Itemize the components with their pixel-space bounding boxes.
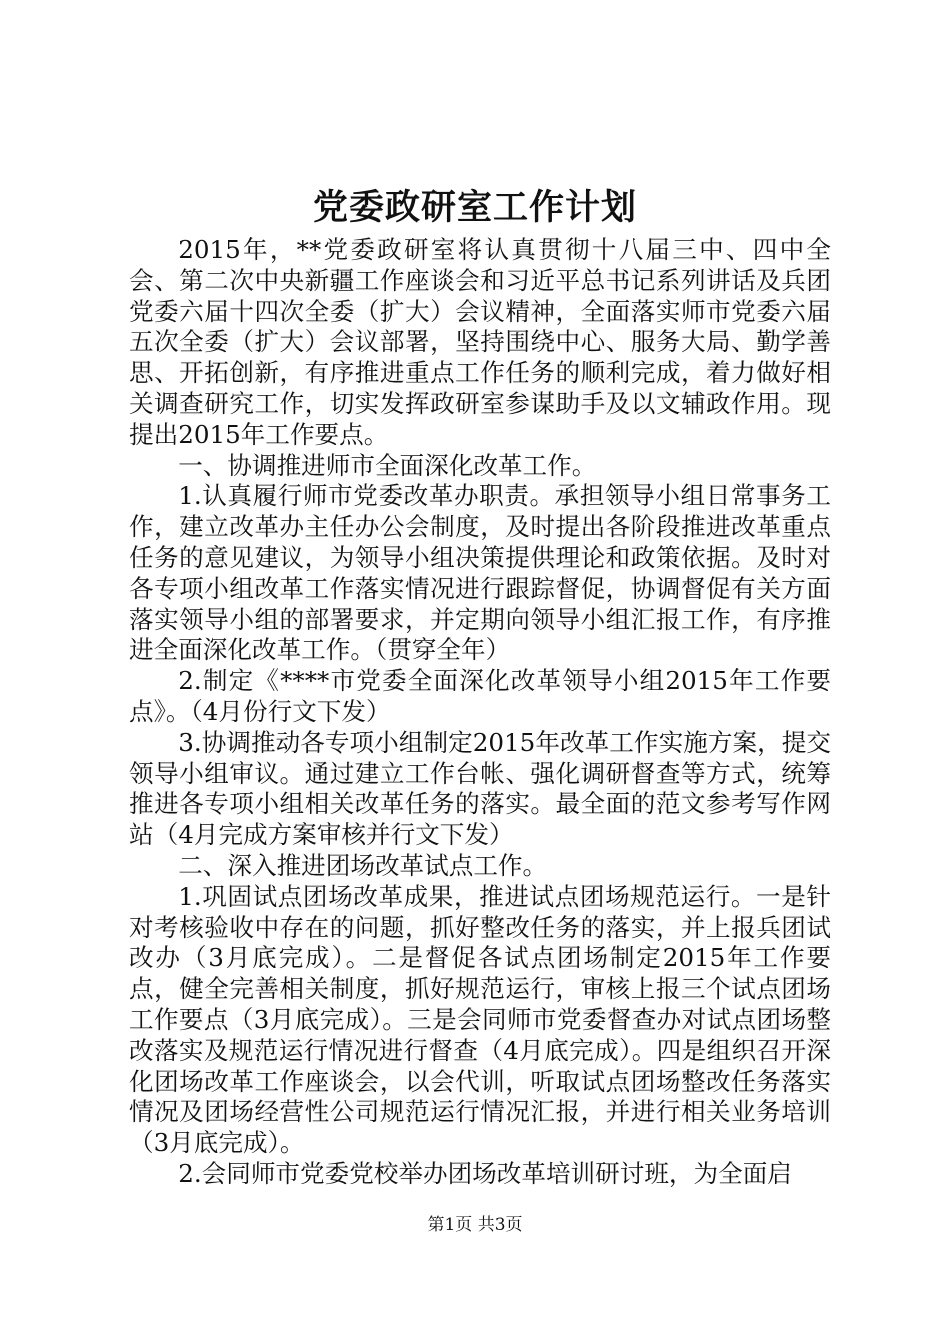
section-1-item-1: 1.认真履行师市党委改革办职责。承担领导小组日常事务工作，建立改革办主任办公会制度，及时提出各阶段推进改革重点任务的意见建议，为领导小组决策提供理论和政策依据。及时对各专项小组改革工作落实情况进行跟踪督促，协调督促有关方面落实领导小组的部署要求，并定期向领导小组汇报工作，有序推进全面深化改革工作。（贯穿全年）	[129, 481, 831, 665]
section-1-item-2: 2.制定《****市党委全面深化改革领导小组2015年工作要点》。（4月份行文下发）	[129, 666, 831, 726]
section-2-item-1: 1.巩固试点团场改革成果，推进试点团场规范运行。一是针对考核验收中存在的问题，抓好整改任务的落实，并上报兵团试改办（3月底完成）。二是督促各试点团场制定2015年工作要点，健全完善相关制度，抓好规范运行，审核上报三个试点团场工作要点（3月底完成）。三是会同师市党委督查办对试点团场整改落实及规范运行情况进行督查（4月底完成）。四是组织召开深化团场改革工作座谈会，以会代训，听取试点团场整改任务落实情况及团场经营性公司规范运行情况汇报，并进行相关业务培训（3月底完成）。	[129, 881, 831, 1158]
document-title: 党委政研室工作计划	[312, 187, 637, 228]
section-1-item-3: 3.协调推动各专项小组制定2015年改革工作实施方案，提交领导小组审议。通过建立工作台帐、强化调研督查等方式，统筹推进各专项小组相关改革任务的落实。最全面的范文参考写作网站（4月完成方案审核并行文下发）	[129, 727, 831, 850]
section-heading-2: 二、深入推进团场改革试点工作。	[178, 850, 548, 880]
page-footer: 第1页 共3页	[427, 1215, 523, 1235]
section-heading-1: 一、协调推进师市全面深化改革工作。	[178, 450, 597, 480]
document-body	[129, 235, 831, 1190]
section-2-item-2: 2.会同师市党委党校举办团场改革培训研讨班，为全面启	[178, 1158, 792, 1188]
intro-paragraph: 2015年，**党委政研室将认真贯彻十八届三中、四中全会、第二次中央新疆工作座谈会和习近平总书记系列讲话及兵团党委六届十四次全委（扩大）会议精神，全面落实师市党委六届五次全委（扩大）会议部署，坚持围绕中心、服务大局、勤学善思、开拓创新，有序推进重点工作任务的顺利完成，着力做好相关调查研究工作，切实发挥政研室参谋助手及以文辅政作用。现提出2015年工作要点。	[129, 235, 831, 449]
